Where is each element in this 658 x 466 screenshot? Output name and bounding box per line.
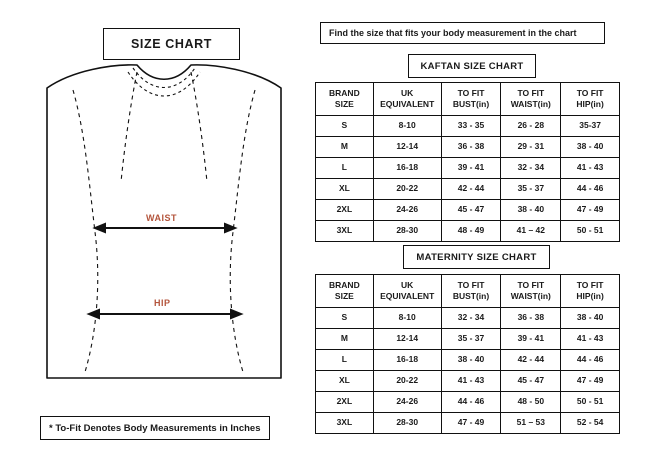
maternity-size-chart-title: MATERNITY SIZE CHART	[403, 245, 550, 269]
cell-bust: 42 - 44	[441, 179, 501, 200]
cell-bust: 44 - 46	[441, 392, 501, 413]
cell-uk: 8-10	[373, 308, 441, 329]
cell-bust: 41 - 43	[441, 371, 501, 392]
cell-waist: 42 - 44	[501, 350, 561, 371]
cell-hip: 50 - 51	[561, 221, 620, 242]
cell-bust: 32 - 34	[441, 308, 501, 329]
cell-uk: 24-26	[373, 200, 441, 221]
cell-uk: 28-30	[373, 413, 441, 434]
cell-hip: 35-37	[561, 116, 620, 137]
cell-brand-size: XL	[316, 371, 374, 392]
cell-brand-size: L	[316, 158, 374, 179]
cell-brand-size: 3XL	[316, 413, 374, 434]
cell-uk: 8-10	[373, 116, 441, 137]
column-header-bust: TO FIT BUST(in)	[441, 83, 501, 116]
column-header-brand-size: BRAND SIZE	[316, 275, 374, 308]
cell-hip: 50 - 51	[561, 392, 620, 413]
cell-brand-size: S	[316, 308, 374, 329]
cell-waist: 39 - 41	[501, 329, 561, 350]
cell-hip: 38 - 40	[561, 308, 620, 329]
column-header-brand-size: BRAND SIZE	[316, 83, 374, 116]
footnote: * To-Fit Denotes Body Measurements in Inches	[40, 416, 270, 440]
column-header-uk-equivalent: UK EQUIVALENT	[373, 83, 441, 116]
table-row	[316, 137, 620, 158]
cell-hip: 44 - 46	[561, 350, 620, 371]
table-row	[316, 158, 620, 179]
page-title: SIZE CHART	[103, 28, 240, 60]
cell-uk: 16-18	[373, 158, 441, 179]
cell-waist: 26 - 28	[501, 116, 561, 137]
kaftan-size-chart-title: KAFTAN SIZE CHART	[408, 54, 536, 78]
cell-uk: 24-26	[373, 392, 441, 413]
table-row	[316, 116, 620, 137]
table-header-row	[316, 275, 620, 308]
cell-brand-size: L	[316, 350, 374, 371]
cell-bust: 33 - 35	[441, 116, 501, 137]
cell-hip: 44 - 46	[561, 179, 620, 200]
cell-waist: 48 - 50	[501, 392, 561, 413]
cell-brand-size: 2XL	[316, 200, 374, 221]
column-header-bust: TO FIT BUST(in)	[441, 275, 501, 308]
cell-brand-size: S	[316, 116, 374, 137]
find-size-banner: Find the size that fits your body measurement in the chart	[320, 22, 605, 44]
cell-waist: 45 - 47	[501, 371, 561, 392]
column-header-hip: TO FIT HIP(in)	[561, 83, 620, 116]
table-row	[316, 221, 620, 242]
table-row	[316, 371, 620, 392]
cell-hip: 47 - 49	[561, 200, 620, 221]
cell-waist: 32 - 34	[501, 158, 561, 179]
cell-hip: 41 - 43	[561, 329, 620, 350]
column-header-hip: TO FIT HIP(in)	[561, 275, 620, 308]
cell-waist: 41 – 42	[501, 221, 561, 242]
table-row	[316, 200, 620, 221]
cell-bust: 47 - 49	[441, 413, 501, 434]
cell-brand-size: 2XL	[316, 392, 374, 413]
cell-uk: 20-22	[373, 179, 441, 200]
table-row	[316, 179, 620, 200]
cell-brand-size: 3XL	[316, 221, 374, 242]
cell-hip: 52 - 54	[561, 413, 620, 434]
kaftan-size-table	[315, 82, 620, 242]
cell-uk: 12-14	[373, 329, 441, 350]
garment-illustration	[33, 62, 295, 397]
cell-bust: 48 - 49	[441, 221, 501, 242]
cell-hip: 41 - 43	[561, 158, 620, 179]
cell-bust: 35 - 37	[441, 329, 501, 350]
table-header-row	[316, 83, 620, 116]
cell-uk: 12-14	[373, 137, 441, 158]
table-row	[316, 308, 620, 329]
cell-bust: 45 - 47	[441, 200, 501, 221]
cell-waist: 51 – 53	[501, 413, 561, 434]
column-header-waist: TO FIT WAIST(in)	[501, 275, 561, 308]
cell-uk: 16-18	[373, 350, 441, 371]
cell-bust: 38 - 40	[441, 350, 501, 371]
cell-brand-size: M	[316, 137, 374, 158]
column-header-uk-equivalent: UK EQUIVALENT	[373, 275, 441, 308]
cell-uk: 28-30	[373, 221, 441, 242]
table-row	[316, 350, 620, 371]
table-row	[316, 413, 620, 434]
table-row	[316, 392, 620, 413]
table-row	[316, 329, 620, 350]
cell-brand-size: XL	[316, 179, 374, 200]
cell-bust: 36 - 38	[441, 137, 501, 158]
cell-waist: 36 - 38	[501, 308, 561, 329]
cell-bust: 39 - 41	[441, 158, 501, 179]
maternity-size-table	[315, 274, 620, 434]
cell-waist: 38 - 40	[501, 200, 561, 221]
cell-hip: 47 - 49	[561, 371, 620, 392]
cell-hip: 38 - 40	[561, 137, 620, 158]
cell-waist: 29 - 31	[501, 137, 561, 158]
column-header-waist: TO FIT WAIST(in)	[501, 83, 561, 116]
cell-brand-size: M	[316, 329, 374, 350]
cell-uk: 20-22	[373, 371, 441, 392]
hip-measure-label: HIP	[154, 298, 171, 308]
waist-measure-label: WAIST	[146, 213, 177, 223]
cell-waist: 35 - 37	[501, 179, 561, 200]
